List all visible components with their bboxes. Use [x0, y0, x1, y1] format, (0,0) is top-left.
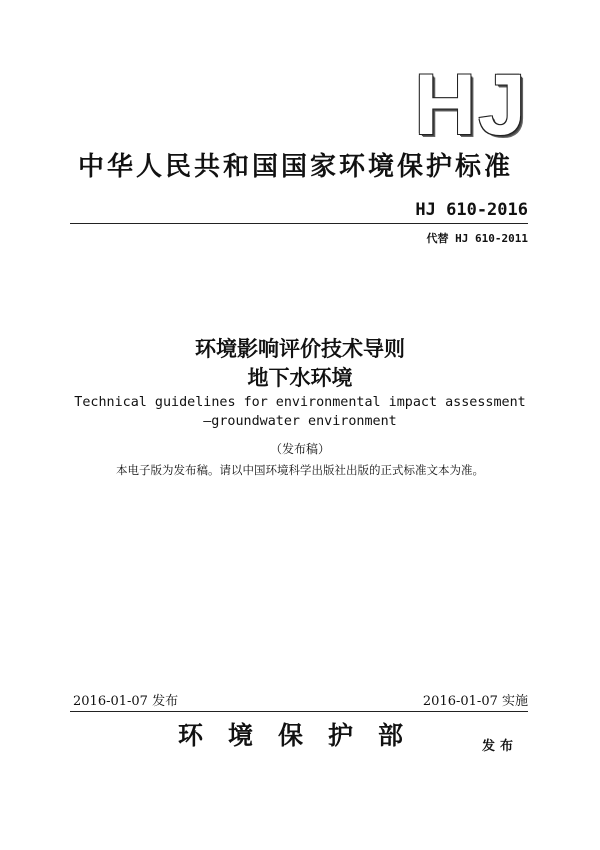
- header-divider: [70, 223, 528, 224]
- standard-type-title: 中华人民共和国国家环境保护标准: [78, 152, 514, 182]
- issuing-authority: 环境保护部: [178, 721, 429, 750]
- document-title-zh-line1: 环境影响评价技术导则: [195, 337, 405, 361]
- issue-date: 2016-01-07 发布: [73, 694, 179, 709]
- issued-label: 发布: [482, 739, 519, 754]
- document-title-en-line1: Technical guidelines for environmental impact assessment: [74, 395, 526, 410]
- document-title-en-line2: —groundwater environment: [203, 414, 397, 429]
- edition-note: 本电子版为发布稿。请以中国环境科学出版社出版的正式标准文本为准。: [116, 463, 484, 477]
- footer-divider: [70, 711, 528, 712]
- draft-label: （发布稿）: [269, 442, 330, 456]
- replaces-standard: 代替 HJ 610-2011: [426, 232, 528, 245]
- document-title-zh-line2: 地下水环境: [247, 366, 353, 390]
- standard-code: HJ 610-2016: [415, 200, 528, 220]
- hj-logo: HJ: [414, 57, 528, 153]
- effective-date: 2016-01-07 实施: [422, 694, 528, 709]
